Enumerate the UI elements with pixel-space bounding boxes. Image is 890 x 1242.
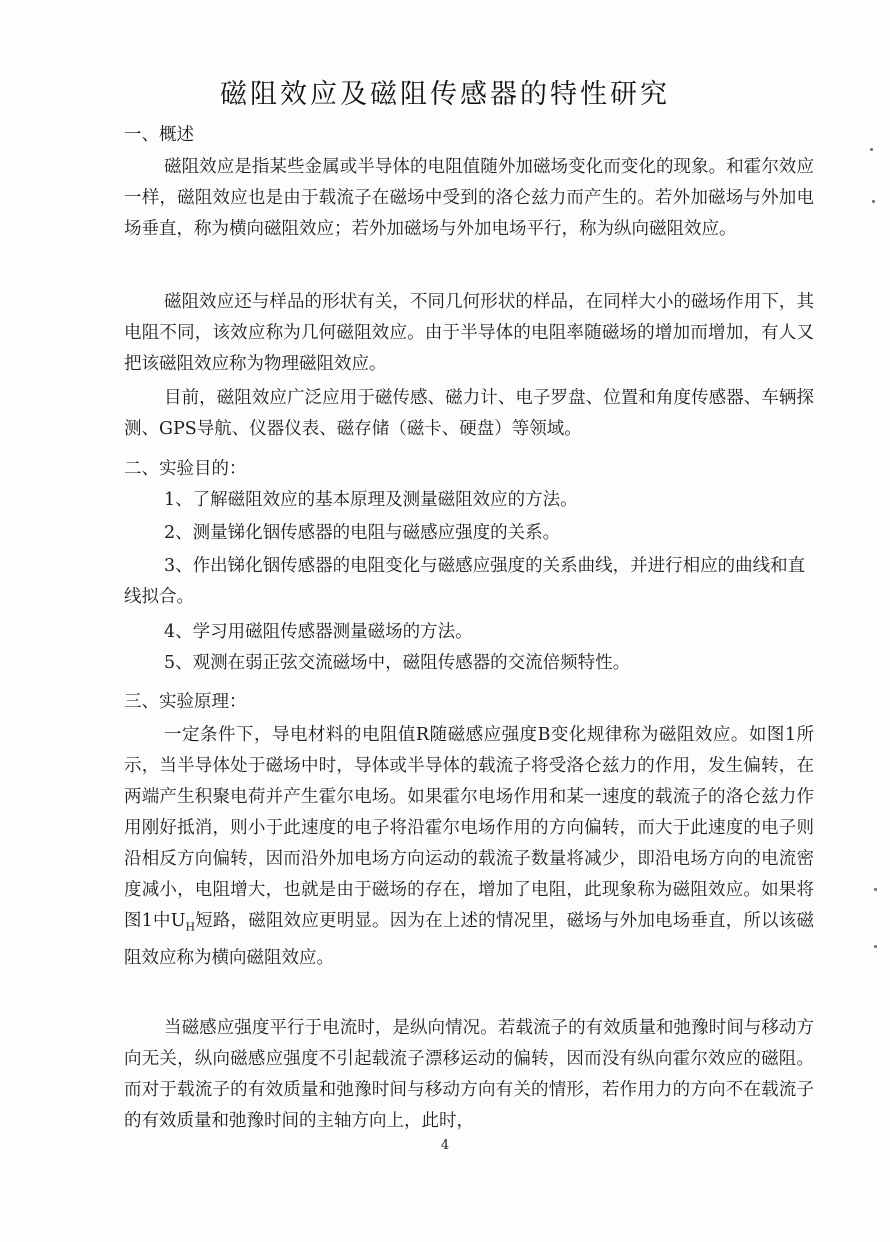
principle-paragraph-1-continued: 短路，磁阻效应更明显。因为在上述的情况里，磁场与外加电场垂直，所以该磁阻效应称为横向磁阻效应。: [124, 911, 814, 968]
page-number: 4: [440, 1138, 450, 1153]
section-heading-objectives: 二、实验目的：: [124, 459, 247, 479]
scan-speck: [874, 945, 877, 948]
objective-item-5: 5、观测在弱正弦交流磁场中，磁阻传感器的交流倍频特性。: [164, 653, 631, 673]
overview-paragraph-3: 目前，磁阻效应广泛应用于磁传感、磁力计、电子罗盘、位置和角度传感器、车辆探测、GPS导航、仪器仪表、磁存储（磁卡、硬盘）等领域。: [124, 388, 814, 439]
scan-speck: [872, 200, 875, 203]
section-heading-principle: 三、实验原理：: [124, 692, 247, 712]
objective-item-2: 2、测量锑化铟传感器的电阻与磁感应强度的关系。: [164, 523, 561, 543]
uh-subscript: H: [185, 920, 196, 934]
page-title: 磁阻效应及磁阻传感器的特性研究: [220, 79, 670, 110]
section-heading-overview: 一、概述: [124, 125, 194, 145]
objective-item-3: 3、作出锑化铟传感器的电阻变化与磁感应强度的关系曲线，并进行相应的曲线和直线拟合。: [124, 556, 806, 607]
scan-speck: [874, 888, 877, 891]
principle-paragraph-2: 当磁感应强度平行于电流时，是纵向情况。若载流子的有效质量和弛豫时间与移动方向无关，纵向磁感应强度不引起载流子漂移运动的偏转，因而没有纵向霍尔效应的磁阻。而对于载流子的有效质量和弛豫时间与移动方向有关的情形，若作用力的方向不在载流子的有效质量和弛豫时间的主轴方向上，此时，: [124, 1018, 814, 1131]
principle-paragraph-1: [124, 720, 814, 974]
principle-paragraph-1-text: 一定条件下，导电材料的电阻值R随磁感应强度B变化规律称为磁阻效应。如图1所示，当半导体处于磁场中时，导体或半导体的载流子将受洛仑兹力的作用，发生偏转，在两端产生积聚电荷并产生霍尔电场。如果霍尔电场作用和某一速度的载流子的洛仑兹力作用刚好抵消，则小于此速度的电子将沿霍尔电场作用的方向偏转，而大于此速度的电子则沿相反方向偏转，因而沿外加电场方向运动的载流子数量将减少，即沿电场方向的电流密度减小，电阻增大，也就是由于磁场的存在，增加了电阻，此现象称为磁阻效应。如果将图1中U: [124, 725, 814, 931]
overview-paragraph-1: 磁阻效应是指某些金属或半导体的电阻值随外加磁场变化而变化的现象。和霍尔效应一样，磁阻效应也是由于载流子在磁场中受到的洛仑兹力而产生的。若外加磁场与外加电场垂直，称为横向磁阻效应；若外加磁场与外加电场平行，称为纵向磁阻效应。: [124, 157, 814, 239]
overview-paragraph-2: 磁阻效应还与样品的形状有关，不同几何形状的样品，在同样大小的磁场作用下，其电阻不同，该效应称为几何磁阻效应。由于半导体的电阻率随磁场的增加而增加，有人又把该磁阻效应称为物理磁阻效应。: [124, 292, 814, 374]
objective-item-1: 1、了解磁阻效应的基本原理及测量磁阻效应的方法。: [164, 490, 578, 510]
objective-item-4: 4、学习用磁阻传感器测量磁场的方法。: [164, 622, 473, 642]
scan-speck: [870, 148, 873, 151]
